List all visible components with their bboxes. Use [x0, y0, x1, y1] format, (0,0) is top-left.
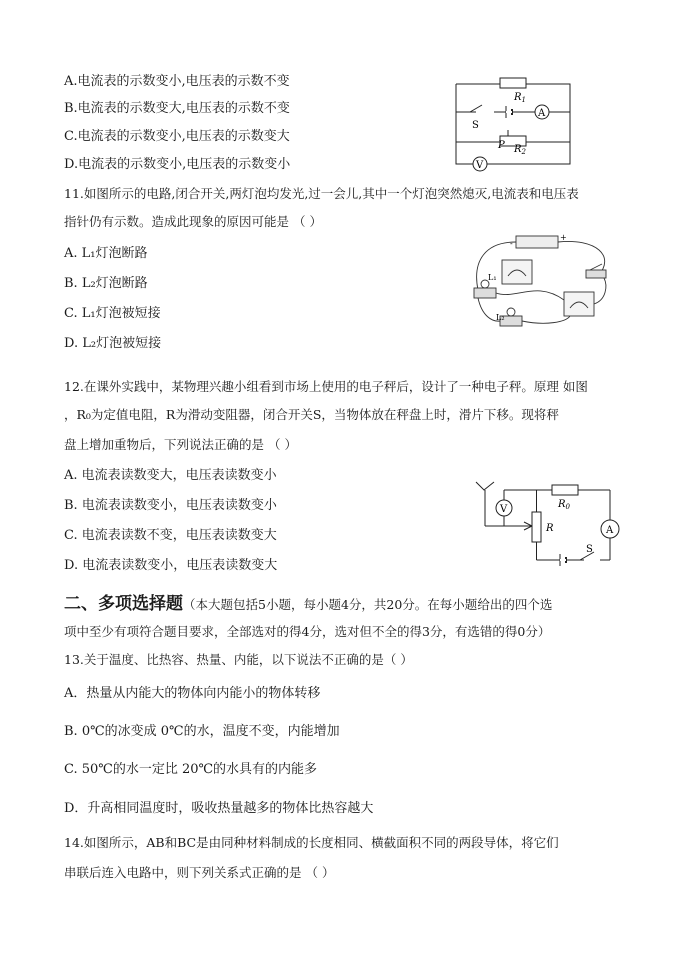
q12-stem-line-1: 12.在课外实践中，某物理兴趣小组看到市场上使用的电子秤后，设计了一种电子秤。原理 如图 — [64, 379, 588, 394]
q10-label-r2: $R_2$ — [514, 144, 526, 156]
q12-stem-line-2: ，R₀为定值电阻，R为滑动变阻器，闭合开关S，当物体放在秤盘上时，滑片下移。现将秤 — [64, 407, 559, 422]
q11-label-l2: L₂ — [496, 313, 505, 322]
q12-option-c: C. 电流表读数不变，电压表读数变大 — [64, 528, 277, 543]
q12-label-s: S — [586, 544, 593, 555]
q11-switch — [586, 270, 606, 278]
q12-option-d: D. 电流表读数变小，电压表读数变大 — [64, 558, 278, 573]
q13-option-a: A．热量从内能大的物体向内能小的物体转移 — [64, 686, 321, 701]
q12-label-r0: $R_0$ — [558, 499, 570, 511]
q11-circuit-apparatus — [466, 230, 622, 330]
q12-stem-line-3: 盘上增加重物后，下列说法正确的是 （ ） — [64, 437, 297, 452]
section-2-title: 二、多项选择题 — [64, 594, 183, 614]
q11-ammeter-device — [564, 292, 594, 316]
q13-option-b: B. 0℃的冰变成 0℃的水，温度不变，内能增加 — [64, 724, 340, 739]
q11-label-minus: - — [510, 239, 513, 248]
q11-option-c: C. L₁灯泡被短接 — [64, 306, 161, 321]
q10-label-a: A — [538, 108, 546, 119]
q12-label-v: V — [500, 504, 508, 515]
q10-option-b: B.电流表的示数变大,电压表的示数不变 — [64, 101, 290, 116]
q11-option-d: D. L₂灯泡被短接 — [64, 336, 162, 351]
q11-stem-line-1: 11.如图所示的电路,闭合开关,两灯泡均发光,过一会儿,其中一个灯泡突然熄灭,电流表和电压表 — [64, 186, 579, 201]
q10-switch-blade — [470, 105, 482, 112]
q12-label-r: R — [546, 523, 554, 534]
q11-label-plus: + — [560, 233, 567, 242]
q11-stem-line-2: 指针仍有示数。造成此现象的原因可能是 （ ） — [64, 214, 322, 229]
q11-bulb-l1-base — [474, 288, 496, 298]
q14-stem-line-1: 14.如图所示，AB和BC是由同种材料制成的长度相同、横截面积不同的两段导体，将它们 — [64, 835, 559, 850]
q12-label-a: A — [606, 525, 614, 536]
q10-label-p: P — [498, 140, 505, 151]
q10-label-v: V — [476, 160, 484, 171]
q12-rheostat-r — [532, 512, 541, 542]
q13-option-c: C. 50℃的水一定比 20℃的水具有的内能多 — [64, 762, 318, 777]
q12-circuit-diagram — [472, 478, 628, 570]
q10-option-a: A.电流表的示数变小,电压表的示数不变 — [64, 74, 290, 89]
q11-battery-pack — [516, 236, 558, 248]
q10-option-c: C.电流表的示数变小,电压表的示数变大 — [64, 129, 290, 144]
q12-option-a: A. 电流表读数变大，电压表读数变小 — [64, 468, 277, 483]
q11-option-b: B. L₂灯泡断路 — [64, 276, 148, 291]
section-2-desc-1: （本大题包括5小题，每小题4分，共20分。在每小题给出的四个选 — [183, 597, 553, 612]
q10-resistor-r1 — [500, 78, 526, 88]
q12-option-b: B. 电流表读数变小，电压表读数变小 — [64, 498, 277, 513]
q12-resistor-r0 — [552, 485, 578, 495]
section-2-desc-2: 项中至少有项符合题目要求，全部选对的得4分，选对但不全的得3分，有选错的得0分） — [64, 624, 551, 639]
q10-label-s: S — [472, 120, 479, 131]
q14-stem-line-2: 串联后连入电路中，则下列关系式正确的是 （ ） — [64, 865, 335, 880]
q11-bulb-l2 — [507, 308, 515, 316]
q10-option-d: D.电流表的示数变小,电压表的示数变小 — [64, 157, 291, 172]
q13-option-d: D．升高相同温度时，吸收热量越多的物体比热容越大 — [64, 801, 374, 816]
q13-stem: 13.关于温度、比热容、热量、内能，以下说法不正确的是（ ） — [64, 652, 413, 667]
q10-circuit-diagram — [448, 72, 578, 176]
q11-voltmeter-device — [502, 260, 532, 284]
section-2-heading-line — [64, 594, 552, 615]
q11-label-l1: L₁ — [488, 273, 497, 282]
q10-label-r1: $R_1$ — [514, 92, 526, 104]
q12-scale-pan — [476, 482, 494, 490]
q11-option-a: A. L₁灯泡断路 — [64, 246, 148, 261]
